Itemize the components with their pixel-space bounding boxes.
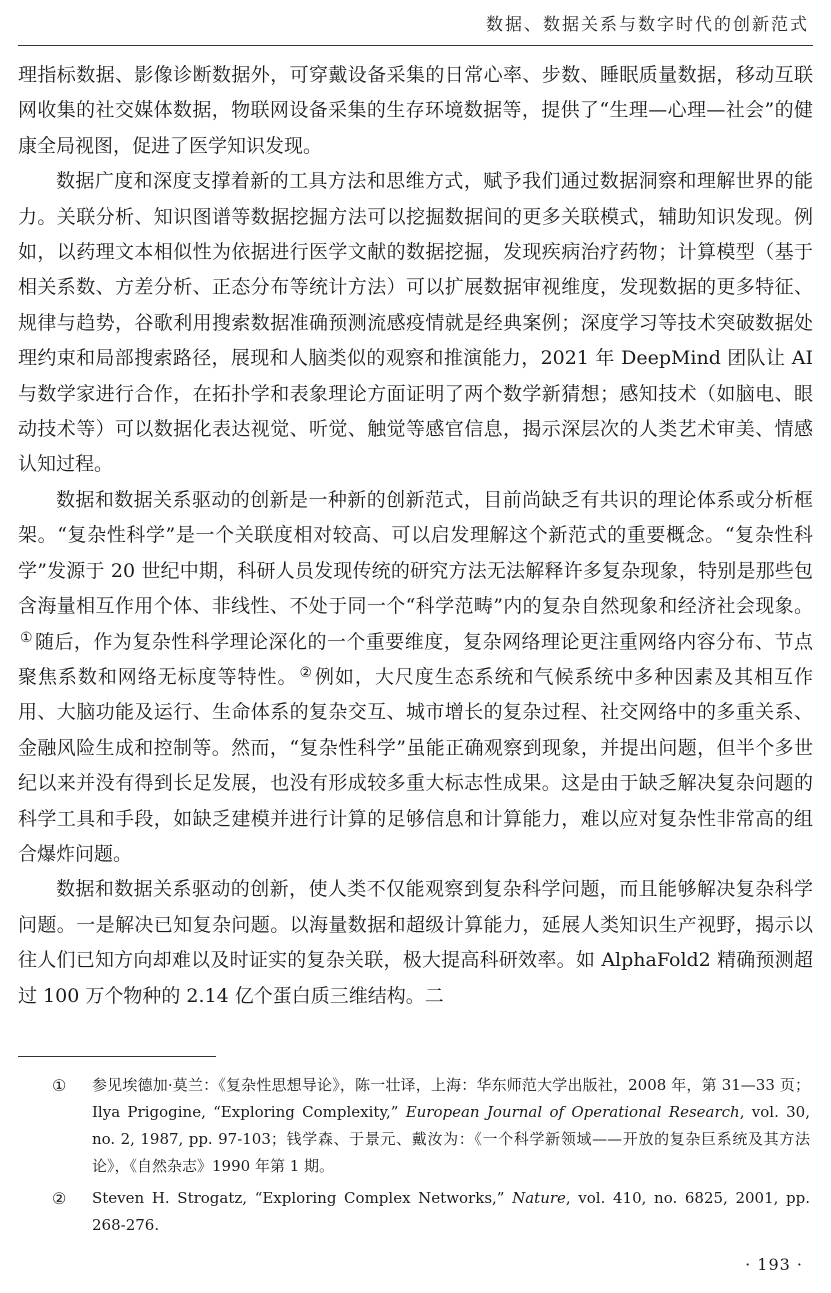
paragraph-2: 数据广度和深度支撑着新的工具方法和思维方式，赋予我们通过数据洞察和理解世界的能力。关联分析、知识图谱等数据挖掘方法可以挖掘数据间的更多关联模式，辅助知识发现。例如，以药理文本相似性为依据进行医学文献的数据挖掘，发现疾病治疗药物；计算模型（基于相关系数、方差分析、正态分布等统计方法）可以扩展数据审视维度，发现数据的更多特征、规律与趋势，谷歌利用搜索数据准确预测流感疫情就是经典案例；深度学习等技术突破数据处理约束和局部搜索路径，展现和人脑类似的观察和推演能力，2021 年 DeepMind 团队让 AI 与数学家进行合作，在拓扑学和表象理论方面证明了两个数学新猜想；感知技术（如脑电、眼动技术等）可以数据化表达视觉、听觉、触觉等感官信息，揭示深层次的人类艺术审美、情感认知过程。 bbox=[18, 170, 813, 476]
body-text bbox=[18, 58, 813, 1014]
footnotes bbox=[52, 1072, 810, 1244]
paragraph-3-part-c: 例如，大尺度生态系统和气候系统中多种因素及其相互作用、大脑功能及运行、生命体系的复杂交互、城市增长的复杂过程、社交网络中的多重关系、金融风险生成和控制等。然而，“复杂性科学”虽能正确观察到现象，并提出问题，但半个多世纪以来并没有得到长足发展，也没有形成较多重大标志性成果。这是由于缺乏解决复杂问题的科学工具和手段，如缺乏建模并进行计算的足够信息和计算能力，难以应对复杂性非常高的组合爆炸问题。 bbox=[18, 665, 813, 865]
paragraph-3-part-b: 随后，作为复杂性科学理论深化的一个重要维度，复杂网络理论更注重网络内容分布、节点聚焦系数和网络无标度等特性。 bbox=[18, 630, 813, 688]
footnote-1-text-b: , vol. 30, no. 2, 1987, pp. 97-103；钱学森、于景元、戴汝为：《一个科学新领域——开放的复杂巨系统及其方法论》，《自然杂志》1990 年第 1 期。 bbox=[92, 1103, 810, 1175]
footnote-1 bbox=[52, 1072, 810, 1180]
footnote-2-mark: ② bbox=[52, 1189, 67, 1208]
paragraph-1: 理指标数据、影像诊断数据外，可穿戴设备采集的日常心率、步数、睡眠质量数据，移动互联网收集的社交媒体数据，物联网设备采集的生存环境数据等，提供了“生理—心理—社会”的健康全局视图，促进了医学知识发现。 bbox=[18, 64, 813, 157]
footnote-ref-2[interactable]: ② bbox=[299, 664, 313, 681]
footnote-1-journal: European Journal of Operational Research bbox=[405, 1103, 740, 1121]
page-number: · 193 · bbox=[745, 1255, 803, 1274]
footnote-2 bbox=[52, 1185, 810, 1239]
header-rule bbox=[18, 45, 813, 46]
footnote-1-text-a: 参见埃德加·莫兰：《复杂性思想导论》，陈一壮译，上海：华东师范大学出版社，2008 年，第 31—33 页；Ilya Prigogine, “Exploring Complexity,” bbox=[92, 1076, 810, 1121]
paragraph-3 bbox=[18, 483, 813, 872]
footnote-2-text-b: , vol. 410, no. 6825, 2001, pp. 268-276. bbox=[92, 1189, 810, 1234]
paragraph-3-part-a: 数据和数据关系驱动的创新是一种新的创新范式，目前尚缺乏有共识的理论体系或分析框架。“复杂性科学”是一个关联度相对较高、可以启发理解这个新范式的重要概念。“复杂性科学”发源于 20 世纪中期，科研人员发现传统的研究方法无法解释许多复杂现象，特别是那些包含海量相互作用个体、非线性、不处于同一个“科学范畴”内的复杂自然现象和经济社会现象。 bbox=[18, 488, 813, 618]
footnote-ref-1[interactable]: ① bbox=[20, 629, 34, 646]
footnote-1-mark: ① bbox=[52, 1076, 67, 1095]
footnote-rule bbox=[18, 1056, 216, 1057]
footnote-2-journal: Nature bbox=[512, 1189, 566, 1207]
paragraph-4: 数据和数据关系驱动的创新，使人类不仅能观察到复杂科学问题，而且能够解决复杂科学问题。一是解决已知复杂问题。以海量数据和超级计算能力，延展人类知识生产视野，揭示以往人们已知方向却难以及时证实的复杂关联，极大提高科研效率。如 AlphaFold2 精确预测超过 100 万个物种的 2.14 亿个蛋白质三维结构。二 bbox=[18, 878, 813, 1007]
footnote-2-text-a: Steven H. Strogatz, “Exploring Complex Networks,” bbox=[92, 1189, 513, 1207]
running-head: 数据、数据关系与数字时代的创新范式 bbox=[486, 15, 809, 35]
